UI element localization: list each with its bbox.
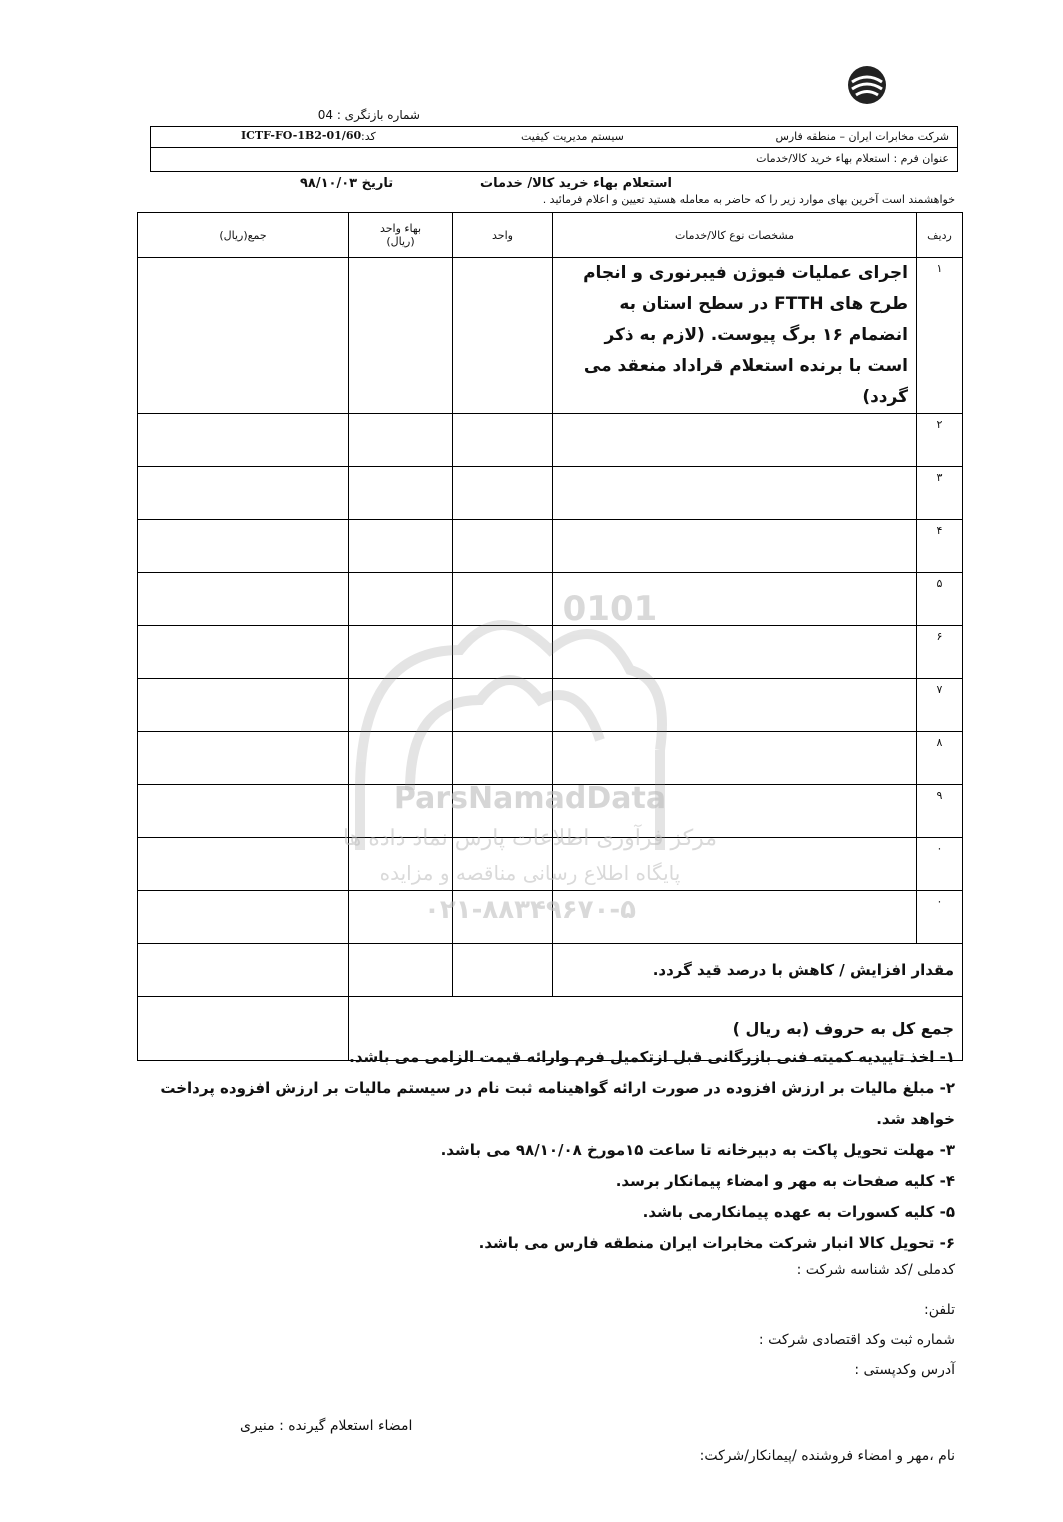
header-total: جمع(ریال)	[138, 213, 349, 258]
company-logo	[846, 64, 888, 106]
intro-text: خواهشمند است آخرین بهای موارد زیر را که حاضر به معامله هستید تعیین و اعلام فرمائید .	[542, 193, 955, 206]
form-title: عنوان فرم : استعلام بهاء خرید کالا/خدمات	[756, 152, 949, 165]
registration-label: شماره ثبت وکد اقتصادی شرکت :	[758, 1332, 955, 1348]
condition-item: ۲- مبلغ مالیات بر ارزش افزوده در صورت ارائه گواهینامه ثبت نام در سیستم مالیات بر ارزش افزوده پرداخت خواهد شد.	[160, 1079, 955, 1128]
condition-item: ۳- مهلت تحویل پاکت به دبیرخانه تا ساعت ۱۵مورخ ۹۸/۱۰/۰۸ می باشد.	[440, 1141, 955, 1159]
adjustment-note: مقدار افزایش / کاهش با درصد قید گردد.	[553, 944, 963, 997]
watermark-line2: پایگاه اطلاع رسانی مناقصه و مزایده	[379, 861, 681, 885]
national-id-label: کدملی /کد شناسه شرکت :	[796, 1262, 955, 1278]
table-row: ۱ اجرای عملیات فیوژن فیبرنوری و انجام طرح های FTTH در سطح استان به انضمام ۱۶ برگ پیوست. (لازم به ذکر است با برنده استعلام قراداد منعقد می گردد)	[138, 258, 963, 414]
watermark	[340, 590, 720, 930]
company-name: شرکت مخابرات ایران – منطقه فارس	[775, 130, 949, 143]
adjustment-row	[138, 944, 963, 997]
watermark-brand: ParsNamadData	[393, 781, 667, 816]
condition-item: ۵- کلیه کسورات به عهده پیمانکارمی باشد.	[642, 1203, 955, 1221]
header-row-number: ردیف	[917, 213, 963, 258]
table-row: ۰	[138, 891, 963, 944]
code-label: کد:	[361, 130, 376, 143]
condition-item: ۶- تحویل کالا انبار شرکت مخابرات ایران منطقه فارس می باشد.	[478, 1234, 955, 1252]
header-description: مشخصات نوع کالا/خدمات	[553, 213, 917, 258]
condition-item: ۱- اخذ تاییدیه کمیته فنی بازرگانی قبل ازتکمیل فرم وارائه قیمت الزامی می باشد.	[349, 1048, 955, 1066]
document-date: تاریخ ۹۸/۱۰/۰۳	[300, 176, 394, 191]
item-description: اجرای عملیات فیوژن فیبرنوری و انجام طرح های FTTH در سطح استان به انضمام ۱۶ برگ پیوست. (لازم به ذکر است با برنده استعلام قراداد منعقد می گردد)	[553, 258, 917, 414]
watermark-line1: مرکز فرآوری اطلاعات پارس نماد داده ها	[342, 826, 718, 851]
table-row: ۲	[138, 414, 963, 467]
table-row: ۳	[138, 467, 963, 520]
condition-item: ۴- کلیه صفحات به مهر و امضاء پیمانکار برسد.	[615, 1172, 955, 1190]
phone-label: تلفن:	[924, 1302, 955, 1318]
address-label: آدرس وکدپستی :	[854, 1362, 955, 1378]
total-in-words: جمع کل به حروف (به ریال )	[349, 997, 963, 1061]
code-value: ICTF-FO-1B2-01/60	[241, 129, 362, 142]
revision-number: شماره بازنگری : 04	[317, 108, 420, 122]
receiver-signature: امضاء استعلام گیرنده : منیری	[240, 1418, 413, 1434]
table-row: ۶	[138, 626, 963, 679]
table-row: ۷	[138, 679, 963, 732]
seller-signature: نام ،مهر و امضاء فروشنده /پیمانکار/شرکت:	[699, 1448, 955, 1464]
header-unit: واحد	[453, 213, 553, 258]
table-row: ۴	[138, 520, 963, 573]
table-row: ۸	[138, 732, 963, 785]
form-header	[150, 126, 958, 172]
header-unit-price: بهاء واحد (ریال)	[349, 213, 453, 258]
document-title: استعلام بهاء خرید کالا/ خدمات	[480, 176, 672, 191]
table-row: ۵	[138, 573, 963, 626]
quality-system: سیستم مدیریت کیفیت	[521, 130, 624, 143]
table-row: ۰	[138, 838, 963, 891]
watermark-digits: 0101	[562, 590, 658, 629]
conditions-list	[155, 1042, 955, 1259]
table-row: ۹	[138, 785, 963, 838]
watermark-phone: ۰۲۱-۸۸۳۴۹۶۷۰-۵	[423, 895, 637, 925]
